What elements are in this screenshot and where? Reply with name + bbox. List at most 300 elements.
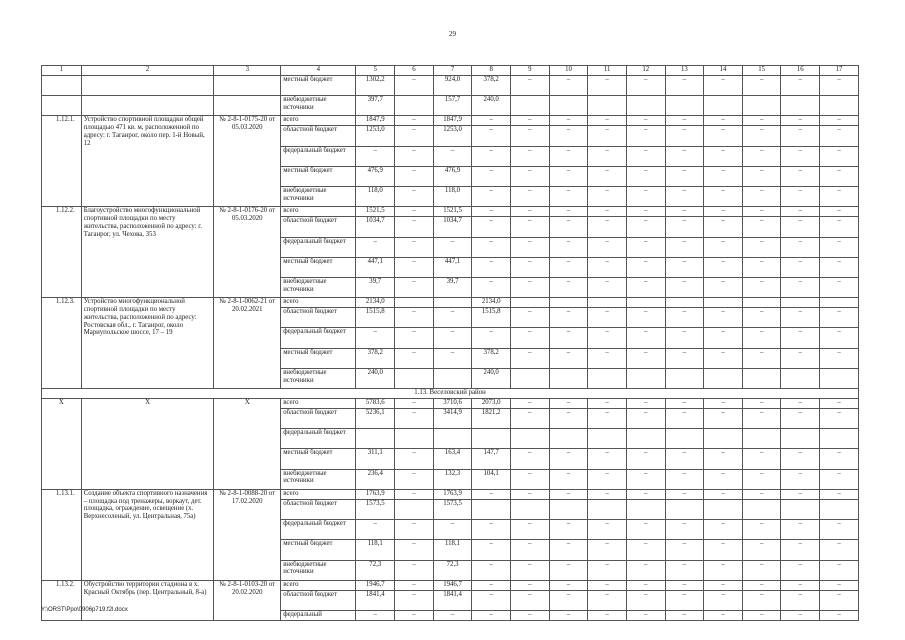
- value-cell: –: [820, 328, 859, 348]
- column-header: 9: [511, 66, 550, 76]
- value-cell: 447,1: [356, 257, 395, 277]
- value-cell: –: [626, 207, 665, 217]
- value-cell: 240,0: [472, 368, 511, 388]
- value-cell: –: [781, 116, 820, 126]
- value-cell: [704, 368, 743, 388]
- value-cell: –: [549, 590, 588, 610]
- budget-table: [41, 65, 859, 621]
- value-cell: –: [395, 237, 434, 257]
- value-cell: 104,1: [472, 469, 511, 489]
- value-cell: –: [626, 187, 665, 207]
- item-document-ref: Х: [214, 399, 281, 490]
- value-cell: 1847,9: [433, 116, 472, 126]
- funding-source: местный бюджет: [281, 540, 356, 560]
- value-cell: –: [665, 237, 704, 257]
- value-cell: 1302,2: [356, 76, 395, 96]
- value-cell: –: [742, 520, 781, 540]
- value-cell: –: [472, 580, 511, 590]
- value-cell: [626, 368, 665, 388]
- value-cell: –: [549, 207, 588, 217]
- value-cell: –: [588, 308, 627, 328]
- value-cell: –: [395, 207, 434, 217]
- value-cell: –: [704, 489, 743, 499]
- value-cell: –: [704, 580, 743, 590]
- value-cell: –: [395, 580, 434, 590]
- value-cell: –: [511, 399, 550, 409]
- value-cell: 1847,9: [356, 116, 395, 126]
- value-cell: –: [704, 187, 743, 207]
- value-cell: –: [781, 207, 820, 217]
- value-cell: –: [511, 540, 550, 560]
- value-cell: [433, 429, 472, 449]
- value-cell: –: [781, 540, 820, 560]
- value-cell: 1841,4: [356, 590, 395, 610]
- table-row: [42, 298, 859, 308]
- funding-source: областной бюджет: [281, 217, 356, 237]
- value-cell: –: [588, 217, 627, 237]
- funding-source: местный бюджет: [281, 257, 356, 277]
- funding-source: местный бюджет: [281, 76, 356, 96]
- value-cell: –: [395, 187, 434, 207]
- value-cell: –: [395, 308, 434, 328]
- value-cell: 1521,5: [356, 207, 395, 217]
- value-cell: –: [472, 489, 511, 499]
- value-cell: [665, 298, 704, 308]
- value-cell: –: [820, 277, 859, 297]
- value-cell: 378,2: [472, 76, 511, 96]
- value-cell: [433, 368, 472, 388]
- value-cell: [588, 499, 627, 519]
- item-description: Создание объекта спортивного назначения – площадка под тренажеры, воркаут, дет. площадка, ограждение, освещение (х. Верхнесоленый, ул. Центральная, 75а): [81, 489, 214, 580]
- value-cell: 447,1: [433, 257, 472, 277]
- table-row: [42, 116, 859, 126]
- value-cell: 3710,6: [433, 399, 472, 409]
- value-cell: –: [511, 277, 550, 297]
- value-cell: –: [472, 610, 511, 620]
- value-cell: –: [626, 166, 665, 186]
- value-cell: –: [549, 560, 588, 580]
- value-cell: –: [704, 540, 743, 560]
- column-header: 4: [281, 66, 356, 76]
- value-cell: –: [549, 116, 588, 126]
- value-cell: –: [433, 520, 472, 540]
- value-cell: –: [626, 308, 665, 328]
- value-cell: –: [626, 449, 665, 469]
- value-cell: –: [820, 399, 859, 409]
- value-cell: –: [433, 237, 472, 257]
- value-cell: –: [472, 590, 511, 610]
- value-cell: [472, 429, 511, 449]
- value-cell: 1946,7: [433, 580, 472, 590]
- value-cell: –: [626, 237, 665, 257]
- value-cell: –: [665, 187, 704, 207]
- column-header: 13: [665, 66, 704, 76]
- value-cell: 1573,5: [433, 499, 472, 519]
- value-cell: –: [549, 469, 588, 489]
- funding-source: местный бюджет: [281, 166, 356, 186]
- value-cell: –: [742, 409, 781, 429]
- item-document-ref: № 2-8-1-0176-20 от 05.03.2020: [214, 207, 281, 298]
- funding-source: всего: [281, 489, 356, 499]
- item-number: 1.12.2.: [42, 207, 82, 298]
- value-cell: [549, 429, 588, 449]
- value-cell: –: [665, 207, 704, 217]
- value-cell: –: [665, 277, 704, 297]
- value-cell: –: [472, 328, 511, 348]
- value-cell: –: [549, 277, 588, 297]
- value-cell: –: [704, 560, 743, 580]
- column-header: 12: [626, 66, 665, 76]
- value-cell: [395, 96, 434, 116]
- value-cell: –: [781, 560, 820, 580]
- column-header: 8: [472, 66, 511, 76]
- value-cell: –: [395, 348, 434, 368]
- value-cell: –: [820, 217, 859, 237]
- funding-source: внебюджетные источники: [281, 96, 356, 116]
- item-document-ref: № 2-8-1-0088-20 от 17.02.2020: [214, 489, 281, 580]
- value-cell: –: [433, 348, 472, 368]
- value-cell: –: [472, 146, 511, 166]
- value-cell: –: [781, 520, 820, 540]
- funding-source: всего: [281, 399, 356, 409]
- value-cell: –: [549, 146, 588, 166]
- table-row: [42, 76, 859, 96]
- value-cell: –: [395, 610, 434, 620]
- value-cell: –: [665, 146, 704, 166]
- value-cell: –: [588, 449, 627, 469]
- value-cell: 39,7: [433, 277, 472, 297]
- value-cell: 397,7: [356, 96, 395, 116]
- value-cell: –: [742, 207, 781, 217]
- value-cell: –: [704, 520, 743, 540]
- section-heading: 1.13. Веселовский район: [42, 388, 859, 398]
- funding-source: областной бюджет: [281, 409, 356, 429]
- value-cell: –: [704, 348, 743, 368]
- value-cell: –: [626, 126, 665, 146]
- value-cell: –: [626, 257, 665, 277]
- value-cell: [511, 429, 550, 449]
- value-cell: [395, 429, 434, 449]
- value-cell: –: [511, 207, 550, 217]
- value-cell: –: [704, 116, 743, 126]
- value-cell: –: [781, 580, 820, 590]
- funding-source: внебюджетные источники: [281, 368, 356, 388]
- value-cell: –: [626, 217, 665, 237]
- value-cell: –: [395, 217, 434, 237]
- value-cell: –: [549, 257, 588, 277]
- value-cell: –: [742, 580, 781, 590]
- value-cell: –: [742, 469, 781, 489]
- value-cell: –: [665, 308, 704, 328]
- value-cell: –: [549, 580, 588, 590]
- value-cell: –: [588, 399, 627, 409]
- value-cell: –: [665, 166, 704, 186]
- value-cell: [395, 298, 434, 308]
- value-cell: 157,7: [433, 96, 472, 116]
- value-cell: 1821,2: [472, 409, 511, 429]
- value-cell: 5783,6: [356, 399, 395, 409]
- value-cell: –: [588, 146, 627, 166]
- item-number: Х: [42, 399, 82, 490]
- value-cell: [704, 499, 743, 519]
- value-cell: –: [781, 217, 820, 237]
- value-cell: –: [781, 348, 820, 368]
- value-cell: –: [665, 409, 704, 429]
- value-cell: –: [665, 116, 704, 126]
- value-cell: –: [472, 166, 511, 186]
- column-header: 16: [781, 66, 820, 76]
- value-cell: –: [472, 126, 511, 146]
- value-cell: 924,0: [433, 76, 472, 96]
- value-cell: [472, 499, 511, 519]
- value-cell: –: [820, 449, 859, 469]
- value-cell: –: [742, 590, 781, 610]
- table-row: [42, 96, 859, 116]
- column-header: 7: [433, 66, 472, 76]
- value-cell: –: [395, 257, 434, 277]
- value-cell: –: [511, 76, 550, 96]
- value-cell: [511, 368, 550, 388]
- funding-source: всего: [281, 207, 356, 217]
- item-description: Благоустройство многофункциональной спортивной площадки по месту жительства, расположенной по адресу: г. Таганрог, ул. Чехова, 353: [81, 207, 214, 298]
- value-cell: –: [588, 469, 627, 489]
- value-cell: –: [549, 76, 588, 96]
- value-cell: [781, 96, 820, 116]
- value-cell: –: [511, 166, 550, 186]
- value-cell: –: [511, 489, 550, 499]
- value-cell: –: [588, 580, 627, 590]
- value-cell: –: [511, 348, 550, 368]
- value-cell: 1253,0: [356, 126, 395, 146]
- funding-source: областной бюджет: [281, 126, 356, 146]
- value-cell: 1763,9: [433, 489, 472, 499]
- value-cell: –: [588, 610, 627, 620]
- value-cell: –: [626, 76, 665, 96]
- value-cell: [820, 96, 859, 116]
- value-cell: –: [742, 146, 781, 166]
- table-row: [42, 489, 859, 499]
- continuation-cell: [42, 76, 82, 96]
- value-cell: –: [588, 237, 627, 257]
- value-cell: –: [704, 328, 743, 348]
- table-header-row: [42, 66, 859, 76]
- value-cell: –: [626, 146, 665, 166]
- value-cell: –: [704, 610, 743, 620]
- value-cell: –: [472, 560, 511, 580]
- column-header: 14: [704, 66, 743, 76]
- value-cell: 1253,0: [433, 126, 472, 146]
- value-cell: –: [549, 217, 588, 237]
- value-cell: –: [588, 348, 627, 368]
- value-cell: –: [781, 146, 820, 166]
- funding-source: областной бюджет: [281, 308, 356, 328]
- funding-source: областной бюджет: [281, 590, 356, 610]
- value-cell: –: [549, 610, 588, 620]
- value-cell: –: [588, 277, 627, 297]
- value-cell: –: [472, 116, 511, 126]
- value-cell: –: [742, 540, 781, 560]
- value-cell: –: [626, 610, 665, 620]
- value-cell: –: [742, 257, 781, 277]
- value-cell: –: [626, 489, 665, 499]
- value-cell: –: [820, 580, 859, 590]
- value-cell: –: [626, 540, 665, 560]
- value-cell: –: [626, 590, 665, 610]
- continuation-cell: [81, 76, 214, 96]
- value-cell: –: [395, 146, 434, 166]
- value-cell: –: [511, 449, 550, 469]
- value-cell: –: [820, 520, 859, 540]
- value-cell: –: [395, 328, 434, 348]
- value-cell: –: [665, 328, 704, 348]
- column-header: 3: [214, 66, 281, 76]
- funding-source: местный бюджет: [281, 348, 356, 368]
- value-cell: [511, 298, 550, 308]
- value-cell: [704, 96, 743, 116]
- value-cell: –: [704, 469, 743, 489]
- value-cell: –: [395, 560, 434, 580]
- value-cell: [665, 499, 704, 519]
- value-cell: –: [820, 146, 859, 166]
- value-cell: [665, 96, 704, 116]
- value-cell: 118,1: [433, 540, 472, 560]
- value-cell: –: [511, 217, 550, 237]
- item-description: Устройство спортивной площадки общей площадью 471 кв. м, расположенной по адресу: г. Таганрог, около пер. 1-й Новый, 12: [81, 116, 214, 207]
- value-cell: –: [511, 520, 550, 540]
- value-cell: –: [356, 237, 395, 257]
- value-cell: –: [742, 126, 781, 146]
- value-cell: –: [781, 328, 820, 348]
- value-cell: –: [704, 237, 743, 257]
- value-cell: –: [472, 217, 511, 237]
- value-cell: 1946,7: [356, 580, 395, 590]
- value-cell: [626, 298, 665, 308]
- value-cell: [820, 298, 859, 308]
- value-cell: 1573,5: [356, 499, 395, 519]
- value-cell: 147,7: [472, 449, 511, 469]
- table-row: [42, 388, 859, 398]
- value-cell: –: [549, 348, 588, 368]
- funding-source: внебюджетные источники: [281, 560, 356, 580]
- value-cell: [781, 368, 820, 388]
- value-cell: –: [395, 449, 434, 469]
- funding-source: федеральный бюджет: [281, 328, 356, 348]
- value-cell: [356, 429, 395, 449]
- value-cell: –: [704, 277, 743, 297]
- value-cell: –: [665, 610, 704, 620]
- value-cell: [781, 499, 820, 519]
- value-cell: –: [665, 217, 704, 237]
- item-description: Х: [81, 399, 214, 490]
- funding-source: областной бюджет: [281, 499, 356, 519]
- value-cell: 163,4: [433, 449, 472, 469]
- value-cell: –: [820, 116, 859, 126]
- value-cell: –: [549, 126, 588, 146]
- value-cell: –: [472, 257, 511, 277]
- continuation-cell: [214, 76, 281, 96]
- value-cell: –: [742, 489, 781, 499]
- value-cell: –: [742, 399, 781, 409]
- value-cell: –: [665, 590, 704, 610]
- value-cell: –: [433, 308, 472, 328]
- value-cell: –: [742, 237, 781, 257]
- value-cell: –: [820, 409, 859, 429]
- continuation-cell: [42, 96, 82, 116]
- value-cell: –: [820, 237, 859, 257]
- value-cell: –: [511, 187, 550, 207]
- value-cell: –: [781, 308, 820, 328]
- column-header: 1: [42, 66, 82, 76]
- value-cell: –: [395, 469, 434, 489]
- value-cell: [549, 368, 588, 388]
- value-cell: –: [395, 116, 434, 126]
- value-cell: –: [472, 207, 511, 217]
- value-cell: –: [511, 409, 550, 429]
- value-cell: [704, 298, 743, 308]
- value-cell: –: [549, 399, 588, 409]
- value-cell: –: [665, 348, 704, 368]
- value-cell: –: [626, 328, 665, 348]
- value-cell: –: [820, 257, 859, 277]
- value-cell: –: [820, 610, 859, 620]
- value-cell: –: [588, 187, 627, 207]
- value-cell: –: [626, 560, 665, 580]
- value-cell: –: [704, 308, 743, 328]
- value-cell: –: [665, 540, 704, 560]
- value-cell: 1763,9: [356, 489, 395, 499]
- value-cell: –: [781, 449, 820, 469]
- value-cell: –: [626, 520, 665, 540]
- value-cell: –: [742, 560, 781, 580]
- value-cell: –: [781, 469, 820, 489]
- value-cell: –: [781, 489, 820, 499]
- value-cell: –: [511, 610, 550, 620]
- column-header: 5: [356, 66, 395, 76]
- value-cell: [820, 499, 859, 519]
- column-header: 10: [549, 66, 588, 76]
- column-header: 11: [588, 66, 627, 76]
- funding-source: внебюджетные источники: [281, 469, 356, 489]
- value-cell: –: [742, 76, 781, 96]
- value-cell: –: [704, 590, 743, 610]
- value-cell: –: [549, 540, 588, 560]
- value-cell: –: [742, 610, 781, 620]
- value-cell: –: [820, 166, 859, 186]
- value-cell: –: [549, 449, 588, 469]
- value-cell: –: [781, 126, 820, 146]
- value-cell: [549, 298, 588, 308]
- value-cell: 3414,9: [433, 409, 472, 429]
- value-cell: [742, 298, 781, 308]
- value-cell: –: [742, 187, 781, 207]
- value-cell: –: [820, 469, 859, 489]
- value-cell: [665, 368, 704, 388]
- value-cell: –: [781, 399, 820, 409]
- item-document-ref: № 2-8-1-0175-20 от 05.03.2020: [214, 116, 281, 207]
- value-cell: 1515,8: [356, 308, 395, 328]
- value-cell: –: [704, 399, 743, 409]
- table-row: [42, 207, 859, 217]
- value-cell: –: [742, 166, 781, 186]
- value-cell: 2134,0: [356, 298, 395, 308]
- value-cell: –: [588, 328, 627, 348]
- value-cell: –: [511, 590, 550, 610]
- value-cell: –: [588, 166, 627, 186]
- funding-source: местный бюджет: [281, 449, 356, 469]
- value-cell: –: [395, 489, 434, 499]
- funding-source: федеральный бюджет: [281, 429, 356, 449]
- value-cell: –: [511, 257, 550, 277]
